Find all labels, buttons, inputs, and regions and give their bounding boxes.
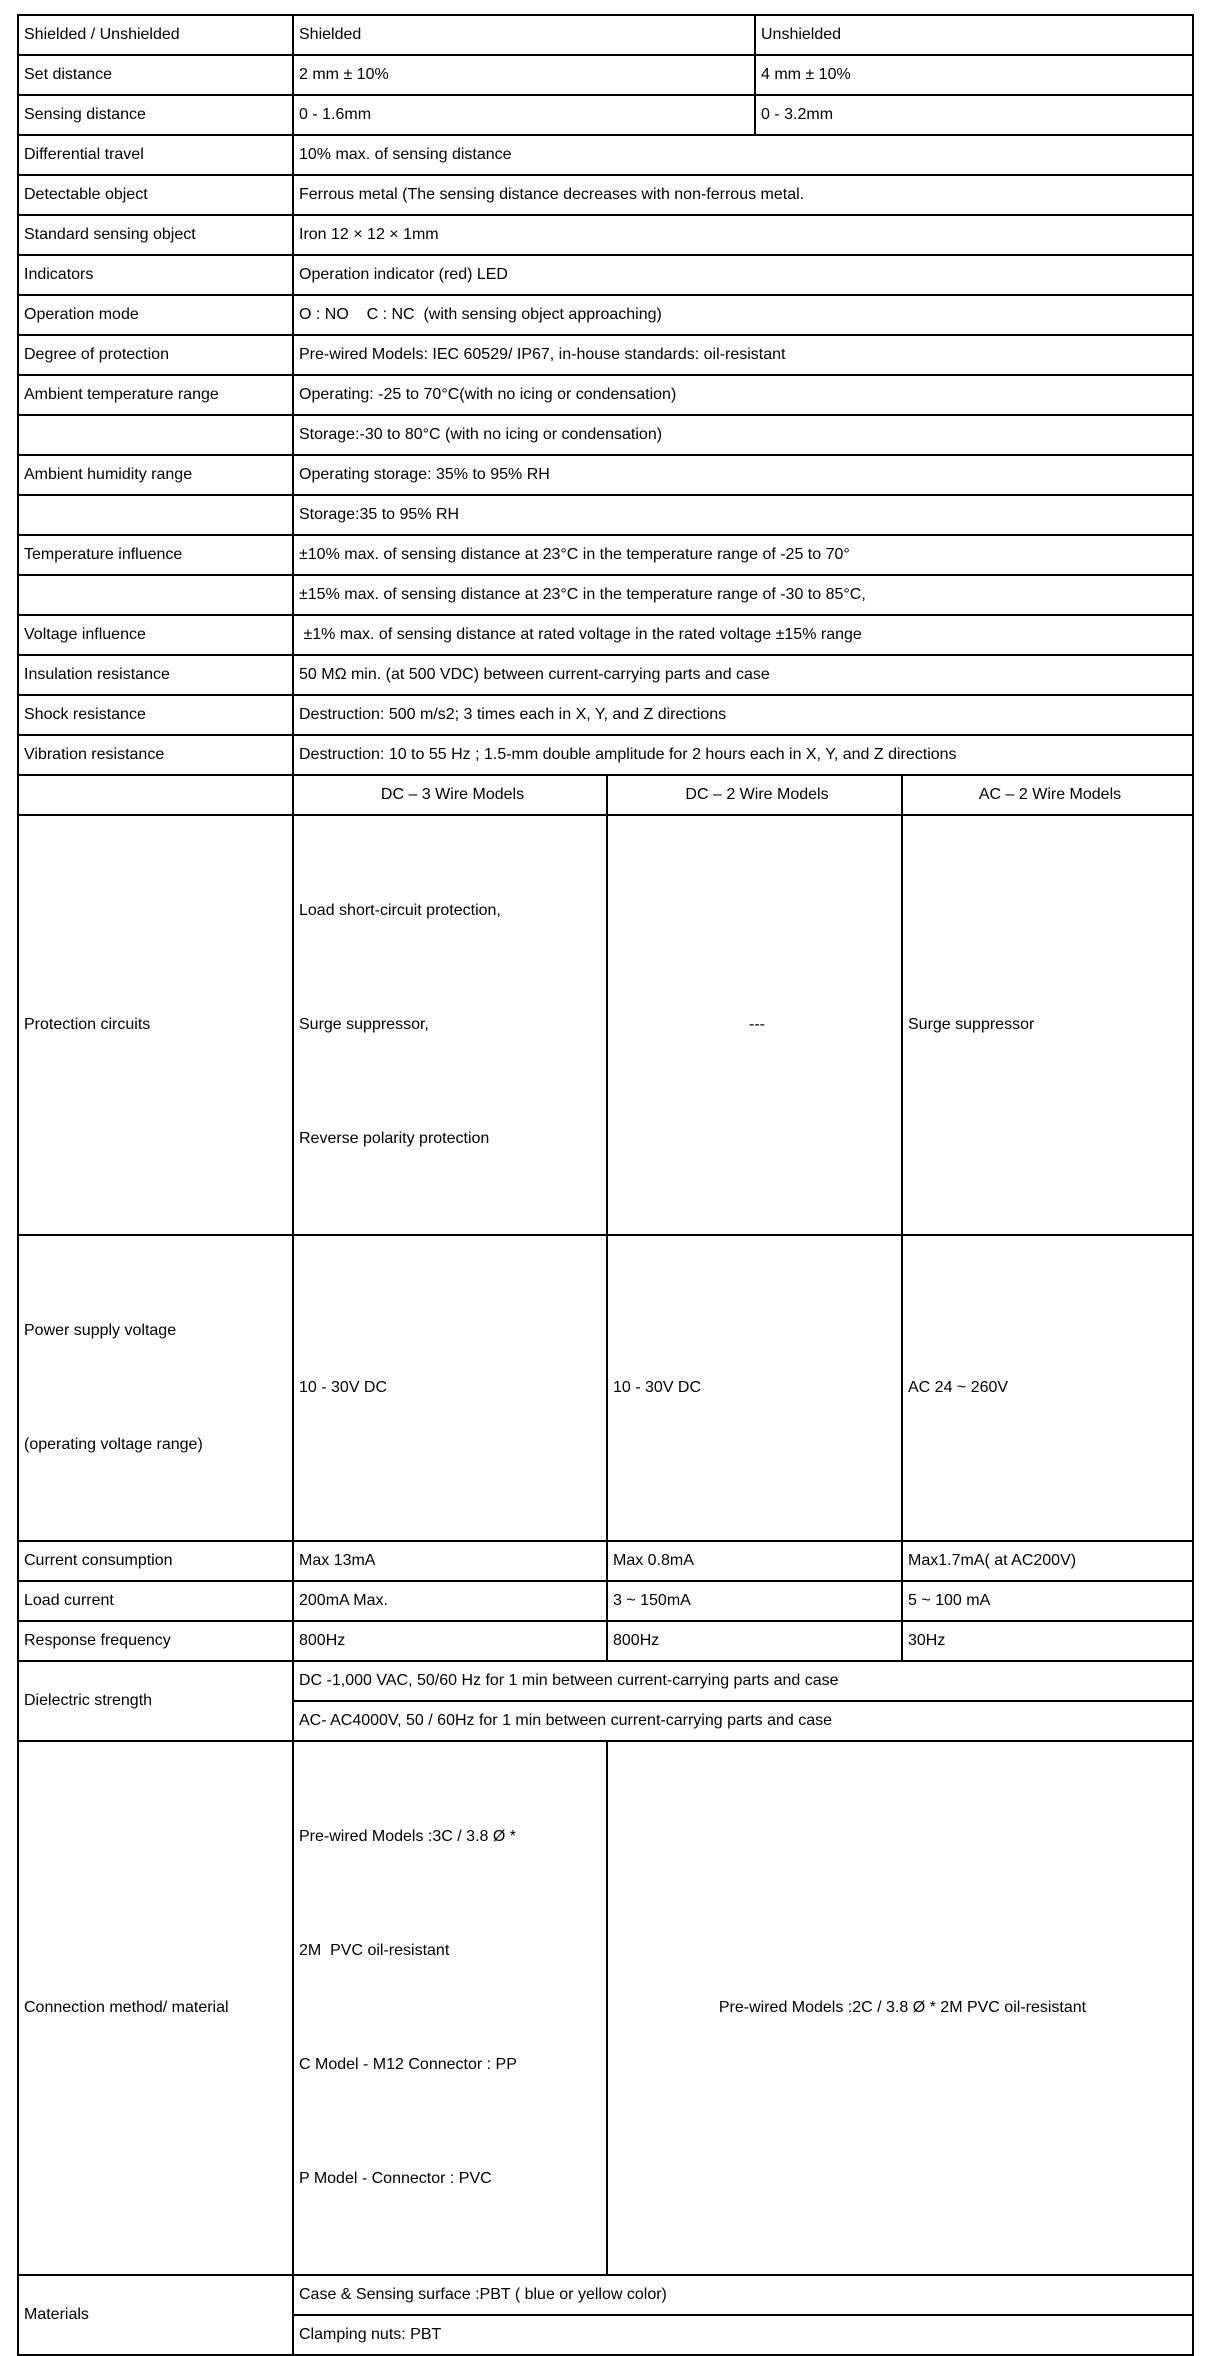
detectable-object-value: Ferrous metal (The sensing distance decreases with non-ferrous metal.: [293, 175, 1193, 215]
protection-line: Reverse polarity protection: [299, 1130, 490, 1147]
protection-circuits-dc2: ---: [607, 815, 902, 1235]
table-row: [18, 1661, 1193, 1701]
table-row: [18, 1541, 1193, 1581]
ambient-temperature-storage-value: Storage:-30 to 80°C (with no icing or condensation): [293, 415, 1193, 455]
current-consumption-dc2: Max 0.8mA: [607, 1541, 902, 1581]
row-label-shock-resistance: Shock resistance: [18, 695, 293, 735]
power-supply-label-line: (operating voltage range): [24, 1436, 203, 1453]
connection-line: P Model - Connector : PVC: [299, 2170, 492, 2187]
table-row: [18, 1581, 1193, 1621]
power-supply-ac2: AC 24 ~ 260V: [902, 1235, 1193, 1541]
response-frequency-ac2: 30Hz: [902, 1621, 1193, 1661]
table-row: [18, 295, 1193, 335]
power-supply-dc3: 10 - 30V DC: [293, 1235, 607, 1541]
degree-of-protection-value: Pre-wired Models: IEC 60529/ IP67, in-house standards: oil-resistant: [293, 335, 1193, 375]
ambient-humidity-storage-value: Storage:35 to 95% RH: [293, 495, 1193, 535]
connection-line: Pre-wired Models :3C / 3.8 Ø *: [299, 1828, 516, 1845]
connection-method-prewired-2c: Pre-wired Models :2C / 3.8 Ø * 2M PVC oil-resistant: [607, 1741, 1193, 2275]
table-row: [18, 215, 1193, 255]
row-label-connection-method: Connection method/ material: [18, 1741, 293, 2275]
protection-circuits-ac2: Surge suppressor: [902, 815, 1193, 1235]
power-supply-label-line: Power supply voltage: [24, 1322, 177, 1339]
table-row: [18, 575, 1193, 615]
insulation-resistance-value: 50 MΩ min. (at 500 VDC) between current-carrying parts and case: [293, 655, 1193, 695]
row-label-current-consumption: Current consumption: [18, 1541, 293, 1581]
table-row: [18, 775, 1193, 815]
temperature-influence-value-1: ±10% max. of sensing distance at 23°C in the temperature range of -25 to 70°: [293, 535, 1193, 575]
set-distance-unshielded: 4 mm ± 10%: [755, 55, 1193, 95]
vibration-resistance-value: Destruction: 10 to 55 Hz ; 1.5-mm double amplitude for 2 hours each in X, Y, and Z directions: [293, 735, 1193, 775]
row-label-materials: Materials: [18, 2275, 293, 2355]
row-label-voltage-influence: Voltage influence: [18, 615, 293, 655]
indicators-value: Operation indicator (red) LED: [293, 255, 1193, 295]
column-header-unshielded: Unshielded: [755, 15, 1193, 55]
table-row: [18, 1741, 1193, 2275]
table-row: [18, 815, 1193, 1235]
table-row: [18, 2275, 1193, 2315]
current-consumption-dc3: Max 13mA: [293, 1541, 607, 1581]
protection-line: Surge suppressor,: [299, 1016, 429, 1033]
row-label-set-distance: Set distance: [18, 55, 293, 95]
differential-travel-value: 10% max. of sensing distance: [293, 135, 1193, 175]
row-label-ambient-humidity-range: Ambient humidity range: [18, 455, 293, 495]
operation-mode-value: O : NO C : NC (with sensing object approaching): [293, 295, 1193, 335]
table-row: [18, 15, 1193, 55]
column-header-ac-2-wire: AC – 2 Wire Models: [902, 775, 1193, 815]
load-current-dc2: 3 ~ 150mA: [607, 1581, 902, 1621]
row-label-empty: [18, 495, 293, 535]
row-label-dielectric-strength: Dielectric strength: [18, 1661, 293, 1741]
table-row: [18, 695, 1193, 735]
row-label-detectable-object: Detectable object: [18, 175, 293, 215]
dielectric-strength-dc: DC -1,000 VAC, 50/60 Hz for 1 min between current-carrying parts and case: [293, 1661, 1193, 1701]
temperature-influence-value-2: ±15% max. of sensing distance at 23°C in the temperature range of -30 to 85°C,: [293, 575, 1193, 615]
row-label-insulation-resistance: Insulation resistance: [18, 655, 293, 695]
table-row: [18, 55, 1193, 95]
connection-line: C Model - M12 Connector : PP: [299, 2056, 517, 2073]
column-header-shielded: Shielded: [293, 15, 755, 55]
shock-resistance-value: Destruction: 500 m/s2; 3 times each in X, Y, and Z directions: [293, 695, 1193, 735]
row-label-differential-travel: Differential travel: [18, 135, 293, 175]
materials-nuts-value: Clamping nuts: PBT: [293, 2315, 1193, 2355]
table-row: [18, 135, 1193, 175]
table-row: [18, 1621, 1193, 1661]
table-row: [18, 375, 1193, 415]
row-label-temperature-influence: Temperature influence: [18, 535, 293, 575]
row-label-empty: [18, 415, 293, 455]
table-row: [18, 175, 1193, 215]
dielectric-strength-ac: AC- AC4000V, 50 / 60Hz for 1 min between current-carrying parts and case: [293, 1701, 1193, 1741]
table-row: [18, 455, 1193, 495]
connection-method-prewired-3c: [293, 1741, 607, 2275]
spec-table: [17, 14, 1194, 2356]
ambient-humidity-operating-value: Operating storage: 35% to 95% RH: [293, 455, 1193, 495]
protection-line: Load short-circuit protection,: [299, 902, 501, 919]
load-current-ac2: 5 ~ 100 mA: [902, 1581, 1193, 1621]
row-label-operation-mode: Operation mode: [18, 295, 293, 335]
table-row: [18, 655, 1193, 695]
row-label-indicators: Indicators: [18, 255, 293, 295]
column-header-dc-2-wire: DC – 2 Wire Models: [607, 775, 902, 815]
table-row: [18, 255, 1193, 295]
row-label-power-supply-voltage: [18, 1235, 293, 1541]
connection-line: 2M PVC oil-resistant: [299, 1942, 450, 1959]
voltage-influence-value: ±1% max. of sensing distance at rated voltage in the rated voltage ±15% range: [293, 615, 1193, 655]
row-label-degree-of-protection: Degree of protection: [18, 335, 293, 375]
protection-circuits-dc3: [293, 815, 607, 1235]
header-label-shielded-unshielded: Shielded / Unshielded: [18, 15, 293, 55]
materials-case-value: Case & Sensing surface :PBT ( blue or yellow color): [293, 2275, 1193, 2315]
table-row: [18, 415, 1193, 455]
standard-sensing-object-value: Iron 12 × 12 × 1mm: [293, 215, 1193, 255]
row-label-empty: [18, 575, 293, 615]
column-header-dc-3-wire: DC – 3 Wire Models: [293, 775, 607, 815]
set-distance-shielded: 2 mm ± 10%: [293, 55, 755, 95]
row-label-protection-circuits: Protection circuits: [18, 815, 293, 1235]
response-frequency-dc3: 800Hz: [293, 1621, 607, 1661]
ambient-temperature-operating-value: Operating: -25 to 70°C(with no icing or condensation): [293, 375, 1193, 415]
current-consumption-ac2: Max1.7mA( at AC200V): [902, 1541, 1193, 1581]
table-row: [18, 1235, 1193, 1541]
sensing-distance-shielded: 0 - 1.6mm: [293, 95, 755, 135]
table-row: [18, 495, 1193, 535]
table-row: [18, 535, 1193, 575]
row-label-sensing-distance: Sensing distance: [18, 95, 293, 135]
table-row: [18, 335, 1193, 375]
load-current-dc3: 200mA Max.: [293, 1581, 607, 1621]
row-label-empty: [18, 775, 293, 815]
row-label-ambient-temperature-range: Ambient temperature range: [18, 375, 293, 415]
table-row: [18, 735, 1193, 775]
row-label-vibration-resistance: Vibration resistance: [18, 735, 293, 775]
table-row: [18, 95, 1193, 135]
sensing-distance-unshielded: 0 - 3.2mm: [755, 95, 1193, 135]
row-label-standard-sensing-object: Standard sensing object: [18, 215, 293, 255]
table-row: [18, 615, 1193, 655]
row-label-response-frequency: Response frequency: [18, 1621, 293, 1661]
response-frequency-dc2: 800Hz: [607, 1621, 902, 1661]
power-supply-dc2: 10 - 30V DC: [607, 1235, 902, 1541]
row-label-load-current: Load current: [18, 1581, 293, 1621]
